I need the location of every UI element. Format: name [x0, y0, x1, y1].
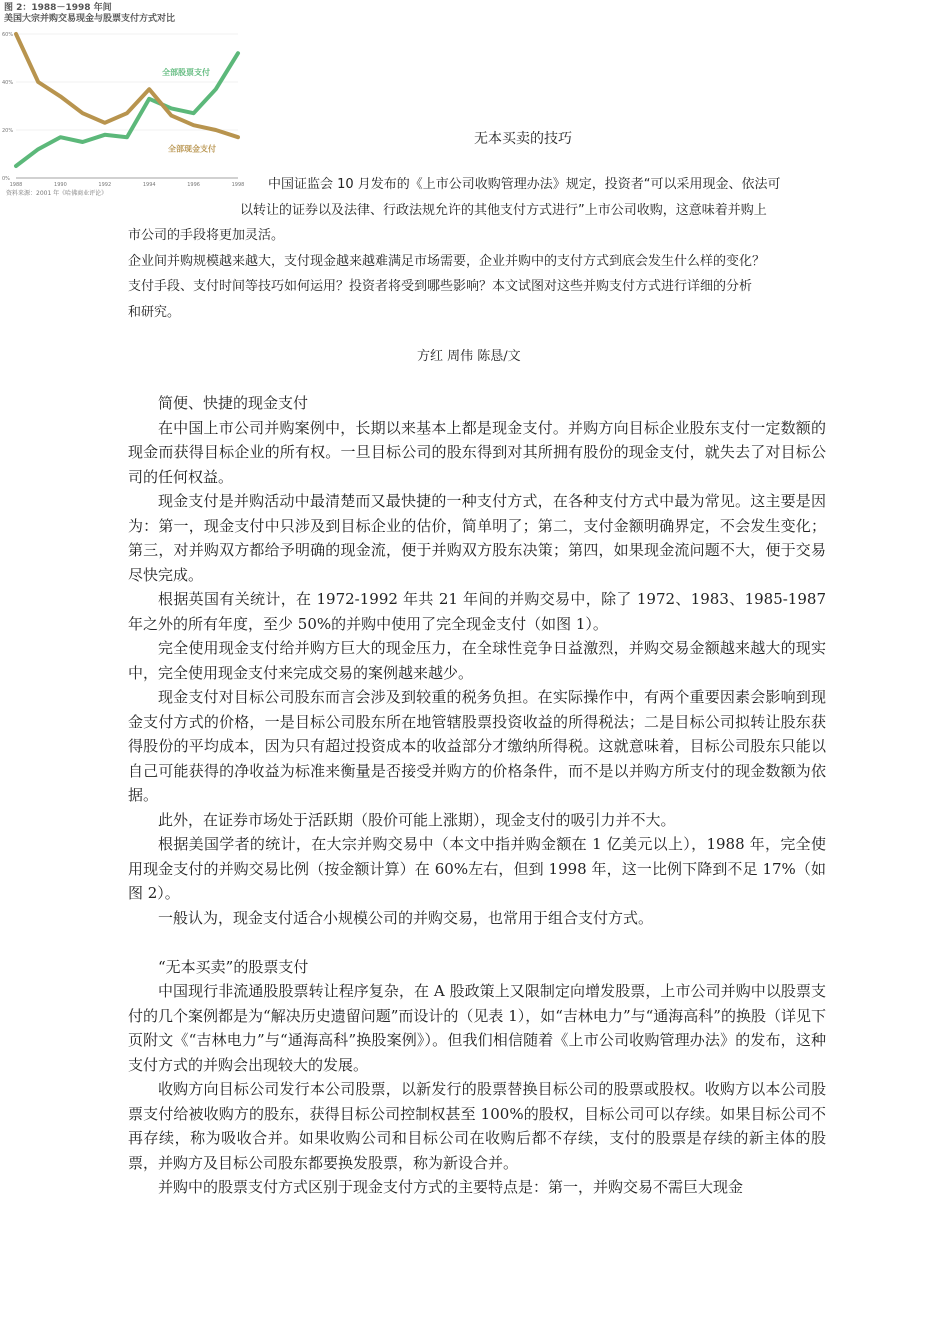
paragraph: 并购中的股票支付方式区别于现金支付方式的主要特点是：第一，并购交易不需巨大现金	[158, 1178, 744, 1196]
y-tick-label: 60%	[2, 32, 14, 38]
intro-line: 市公司的手段将更加灵活。	[128, 228, 285, 243]
paragraph: 根据英国有关统计，在 1972-1992 年共 21 年间的并购交易中，除了 1972、1983、1985-1987 年之外的所有年度，至少 50%的并购中使用了完全现金支付（如图 1）。	[128, 590, 826, 633]
paragraph: 完全使用现金支付给并购方巨大的现金压力，在全球性竞争日益激烈，并购交易金额越来越大的现实中，完全使用现金支付来完成交易的案例越来越少。	[128, 639, 826, 682]
paragraph: 在中国上市公司并购案例中，长期以来基本上都是现金支付。并购方向目标企业股东支付一定数额的现金而获得目标企业的所有权。一旦目标公司的股东得到对其所拥有股份的现金支付，就失去了对目标公司的任何权益。	[128, 418, 826, 486]
intro-line: 中国证监会 10 月发布的《上市公司收购管理办法》规定，投资者“可以采用现金、依法可	[268, 177, 781, 192]
chart-source: 资料来源：2001 年《哈佛商业评论》	[6, 190, 108, 197]
paragraph: 一般认为，现金支付适合小规模公司的并购交易，也常用于组合支付方式。	[158, 908, 654, 927]
intro-line: 支付手段、支付时间等技巧如何运用？投资者将受到哪些影响？本文试图对这些并购支付方式进行详细的分析	[128, 279, 753, 294]
article-intro	[128, 172, 828, 325]
series-label-cash: 全部现金支付	[168, 144, 216, 154]
paragraph: 收购方向目标公司发行本公司股票，以新发行的股票替换目标公司的股票或股权。收购方以本公司股票支付给被收购方的股东，获得目标公司控制权甚至 100%的股权，目标公司可以存续。如果目标公司不再存续，称为吸收合并。如果收购公司和目标公司在收购后都不存续，支付的股票是存续的新主体的股票，并购方及目标公司股东都要换发股票，称为新设合并。	[128, 1080, 826, 1172]
chart-subtitle: 美国大宗并购交易现金与股票支付方式对比	[4, 14, 176, 24]
article-body	[128, 391, 826, 1200]
x-tick-label: 1992	[98, 182, 112, 188]
paragraph: 此外，在证券市场处于活跃期（股价可能上涨期），现金支付的吸引力并不大。	[158, 810, 676, 829]
x-tick-label: 1998	[231, 182, 245, 188]
article-title: 无本买卖的技巧	[474, 131, 572, 147]
section-spacer	[128, 930, 826, 955]
x-tick-label: 1994	[142, 182, 156, 188]
byline: 方红 周伟 陈恳/文	[417, 349, 521, 364]
chart-title: 图 2：1988－1998 年间	[4, 3, 112, 13]
section-heading-cash-payment: 简便、快捷的现金支付	[158, 394, 309, 412]
x-tick-label: 1988	[9, 182, 23, 188]
y-tick-label: 20%	[2, 128, 14, 134]
series-label-stock: 全部股票支付	[162, 67, 210, 77]
intro-line: 企业间并购规模越来越大，支付现金越来越难满足市场需要，企业并购中的支付方式到底会发生什么样的变化？	[128, 253, 766, 269]
line-chart	[0, 26, 245, 188]
x-tick-label: 1990	[54, 182, 67, 188]
section-heading-stock-payment: “无本买卖”的股票支付	[158, 957, 309, 976]
paragraph: 根据美国学者的统计，在大宗并购交易中（本文中指并购金额在 1 亿美元以上），1988 年，完全使用现金支付的并购交易比例（按金额计算）在 60%左右，但到 1998 年，这一比例下降到不足 17%（如图 2）。	[128, 835, 826, 902]
y-tick-label: 0%	[2, 176, 10, 182]
series-line-cash	[16, 34, 238, 137]
intro-line: 和研究。	[128, 304, 181, 320]
intro-line: 以转让的证券以及法律、行政法规允许的其他支付方式进行”上市公司收购，这意味着并购上	[240, 202, 767, 218]
paragraph: 现金支付是并购活动中最清楚而又最快捷的一种支付方式，在各种支付方式中最为常见。这主要是因为：第一，现金支付中只涉及到目标企业的估价，简单明了；第二，支付金额明确界定，不会发生变化；第三，对并购双方都给予明确的现金流，便于并购双方股东决策；第四，如果现金流问题不大，便于交易尽快完成。	[128, 492, 826, 584]
paragraph: 现金支付对目标公司股东而言会涉及到较重的税务负担。在实际操作中，有两个重要因素会影响到现金支付方式的价格，一是目标公司股东所在地管辖股票投资收益的所得税法；二是目标公司拟转让股东获得股份的平均成本，因为只有超过投资成本的收益部分才缴纳所得税。这就意味着，目标公司股东只能以自己可能获得的净收益为标准来衡量是否接受并购方的价格条件，而不是以并购方所支付的现金数额为依据。	[128, 688, 826, 804]
y-tick-label: 40%	[2, 80, 14, 86]
x-tick-label: 1996	[187, 182, 200, 188]
paragraph: 中国现行非流通股股票转让程序复杂，在 A 股政策上又限制定向增发股票，上市公司并购中以股票支付的几个案例都是为“解决历史遗留问题”而设计的（见表 1），如“吉林电力”与“通海高科”的换股（详见下页附文《“吉林电力”与“通海高科”换股案例》）。但我们相信随着《上市公司收购管理办法》的发布，这种支付方式的并购会出现较大的发展。	[128, 982, 826, 1074]
